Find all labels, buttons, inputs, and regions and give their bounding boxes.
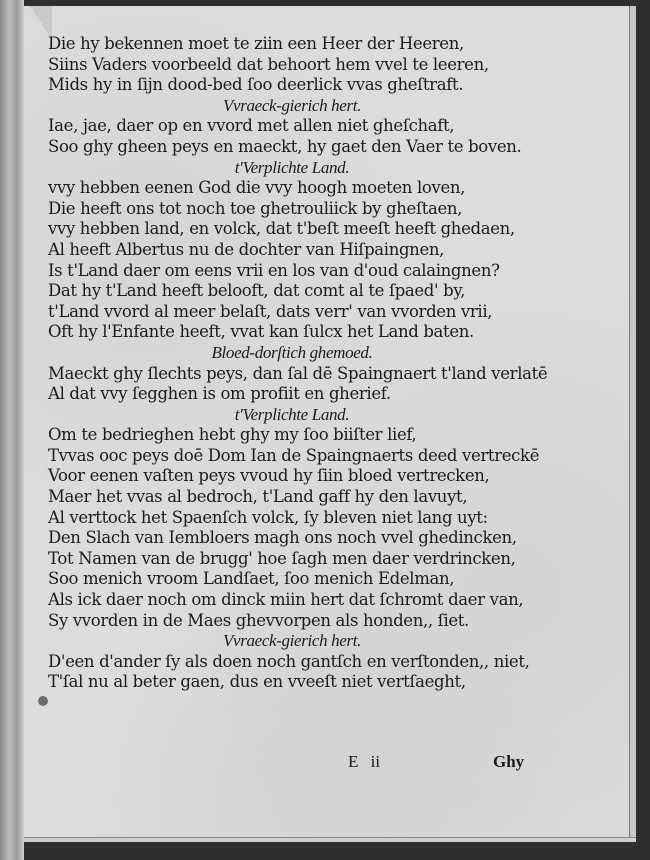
verse-line: Voor eenen vaſten peys vvoud hy ſiin bloed vertrecken, xyxy=(48,466,490,486)
verse-line: T'ſal nu al beter gaen, dus en vveeſt niet vertſaeght, xyxy=(48,672,466,692)
verse-line: Die heeft ons tot noch toe ghetrouliick by gheſtaen, xyxy=(48,198,463,218)
verse-line: vvy hebben eenen God die vvy hoogh moeten loven, xyxy=(48,178,466,198)
verse-line: Is t'Land daer om eens vrii en los van d'oud calaingnen? xyxy=(48,260,500,280)
verse-line: Iae, jae, daer op en vvord met allen niet gheſchaft, xyxy=(48,116,455,136)
verse-line: Die hy bekennen moet te ziin een Heer der Heeren, xyxy=(48,34,464,53)
verse-line: Al dat vvy ſegghen is om profiit en gherief. xyxy=(48,384,391,404)
verse-line: Tvvas ooc peys doē Dom Ian de Spaingnaerts deed vertreckē xyxy=(48,445,540,465)
speaker-heading: t'Verplichte Land. xyxy=(234,404,350,424)
verse-line: Den Slach van Iembloers magh ons noch vvel ghedincken, xyxy=(48,528,517,548)
speaker-heading: t'Verplichte Land. xyxy=(234,157,350,177)
page-edge-right xyxy=(629,6,636,842)
verse-line: Soo menich vroom Landſaet, ſoo menich Edelman, xyxy=(48,569,455,589)
verse-line: Sy vvorden in de Maes ghevvorpen als honden,, ſiet. xyxy=(48,610,469,630)
catchword: Ghy xyxy=(493,752,525,771)
verse-line: t'Land vvord al meer belaſt, dats verr' van vvorden vrii, xyxy=(48,301,493,321)
verse-line: D'een d'ander ſy als doen noch gantſch en verſtonden,, niet, xyxy=(48,651,530,671)
verse-line: Dat hy t'Land heeft belooft, dat comt al te ſpaed' by, xyxy=(48,281,465,301)
speaker-heading: Vvraeck-gierich hert. xyxy=(222,631,362,651)
verse-line: Oft hy l'Enfante heeft, vvat kan ſulcx het Land baten. xyxy=(48,322,474,342)
book-binding-edge xyxy=(0,0,24,860)
verse-text-block xyxy=(48,34,548,693)
signature-mark: E ii xyxy=(348,752,381,771)
verse-line: Siins Vaders voorbeeld dat behoort hem vvel te leeren, xyxy=(48,54,489,74)
verse-line: Al verttock het Spaenſch volck, ſy bleven niet lang uyt: xyxy=(48,507,488,527)
page-footer xyxy=(48,752,548,774)
speaker-heading: Bloed-dorſtich ghemoed. xyxy=(211,342,373,362)
verse-line: Tot Namen van de brugg' hoe ſagh men daer verdrincken, xyxy=(48,548,516,568)
verse-line: Mids hy in ſijn dood-bed ſoo deerlick vvas gheſtraft. xyxy=(48,75,464,95)
verse-line: Maer het vvas al bedroch, t'Land gaff hy den lavuyt, xyxy=(48,487,468,507)
verse-line: Om te bedrieghen hebt ghy my ſoo biiſter lief, xyxy=(48,425,417,445)
verse-line: Soo ghy gheen peys en maeckt, hy gaet den Vaer te boven. xyxy=(48,136,522,156)
verse-line: vvy hebben land, en volck, dat t'beſt meeſt heeft ghedaen, xyxy=(48,219,515,239)
verse-line: Al heeft Albertus nu de dochter van Hiſpaingnen, xyxy=(48,239,445,259)
ink-blot-mark xyxy=(38,696,48,706)
speaker-heading: Vvraeck-gierich hert. xyxy=(222,95,362,115)
verse-line: Als ick daer noch om dinck miin hert dat ſchromt daer van, xyxy=(48,590,524,610)
verse-line: Maeckt ghy ſlechts peys, dan ſal dē Spaingnaert t'land verlatē xyxy=(48,363,548,383)
page-edge-bottom xyxy=(24,837,636,842)
